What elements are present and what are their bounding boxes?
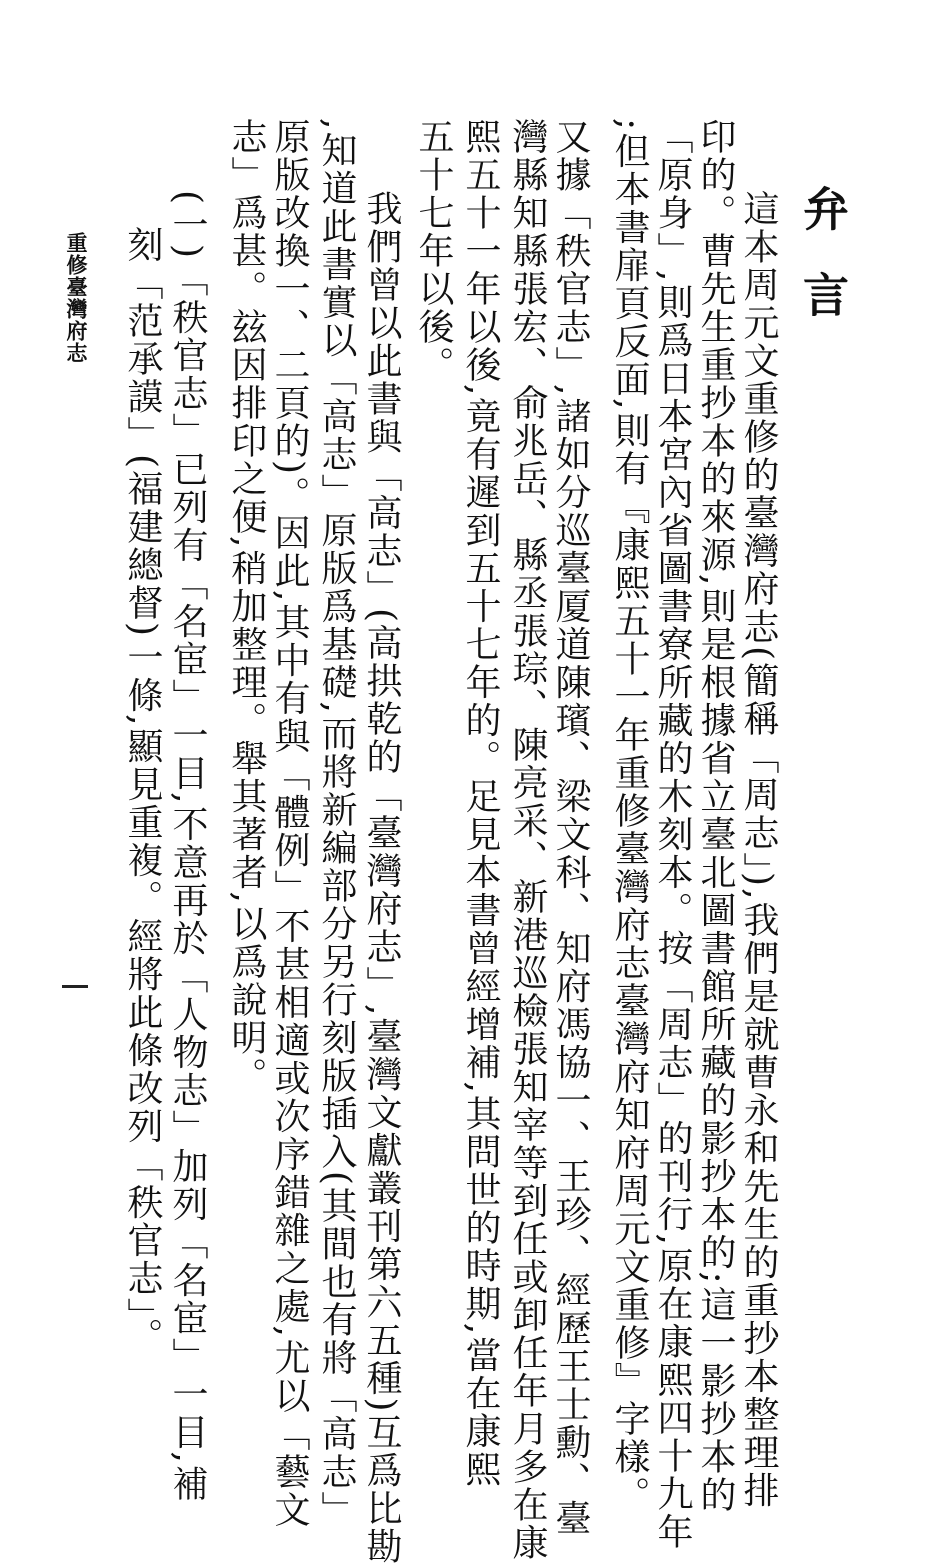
paragraph-1-line-1: 這本周元文重修的臺灣府志(簡稱「周志」),我們是就曹永和先生的重抄本整理排 bbox=[738, 190, 779, 1510]
paragraph-2-line-3: 原版改換一、二頁的)。因此,其中有與「體例」不甚相適或次序錯雜之處,尤以「藝文 bbox=[269, 118, 310, 1529]
paragraph-1-line-8: 五十七年以後。 bbox=[413, 118, 454, 384]
page-title: 弁言 bbox=[796, 185, 850, 357]
paragraph-1-line-5: 又據「秩官志」,諸如分巡臺厦道陳璸、梁文科、知府馮協一、王珍、經歷王士勳、臺 bbox=[550, 118, 591, 1538]
paragraph-1-line-2: 印的。曹先生重抄本的來源,則是根據省立臺北圖書館所藏的影抄本的;這一影抄本的 bbox=[695, 118, 736, 1514]
paragraph-2-line-1: 我們曾以此書與「高志」(高拱乾的「臺灣府志」,臺灣文獻叢刊第六五種)互爲比勘 bbox=[361, 190, 402, 1566]
paragraph-3-line-2: 刻「范承謨」(福建總督)一條,顯見重複。經將此條改列「秩官志」。 bbox=[122, 226, 163, 1356]
paragraph-2-line-4: 志」爲甚。玆因排印之便,稍加整理。舉其著者,以爲說明。 bbox=[226, 118, 267, 1095]
paragraph-3-line-1: (一)「秩官志」已列有「名宦」一目,不意再於「人物志」加列「名宦」一目,補 bbox=[167, 190, 208, 1503]
paragraph-1-line-3: 「原身」,則爲日本宮內省圖書寮所藏的木刻本。按「周志」的刊行,原在康熙四十九年 bbox=[652, 118, 693, 1551]
paragraph-1-line-7: 熙五十一年以後,竟有遲到五十七年的。足見本書曾經增補,其問世的時期,當在康熙 bbox=[460, 118, 501, 1489]
running-book-title: 重修臺灣府志 bbox=[64, 232, 89, 364]
paragraph-2-line-2: ,知道此書實以「高志」原版爲基礎,而將新編部分另行刻版插入(其間也有將「高志」 bbox=[316, 118, 357, 1529]
page-number bbox=[62, 985, 88, 988]
paragraph-1-line-4: ;但本書扉頁反面,則有『康熙五十一年重修臺灣府志臺灣府知府周元文重修』字樣。 bbox=[609, 118, 650, 1514]
paragraph-1-line-6: 灣縣知縣張宏、俞兆岳、縣丞張琮、陳亮采、新港巡檢張知宰等到任或卸任年月多在康 bbox=[507, 118, 548, 1562]
